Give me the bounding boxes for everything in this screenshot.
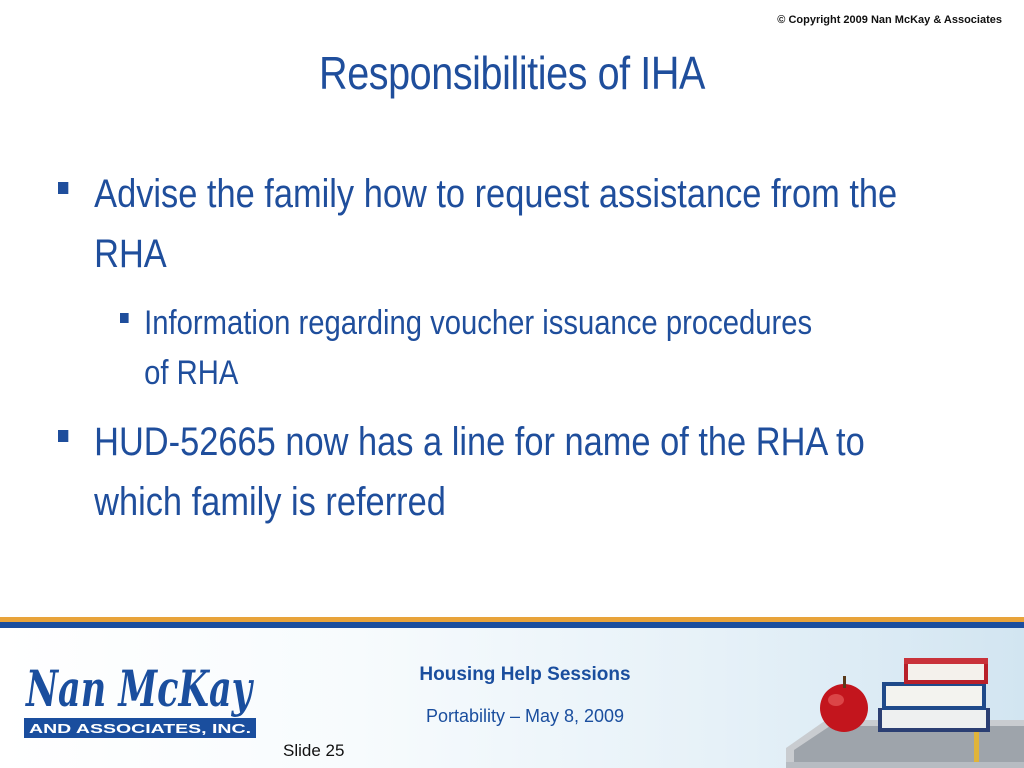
nan-mckay-logo — [22, 648, 262, 748]
session-title: Housing Help Sessions — [419, 664, 631, 685]
slide-number: Slide 25 — [283, 741, 345, 760]
copyright-notice: © Copyright 2009 Nan McKay & Associates — [777, 14, 1002, 26]
slide-footer — [0, 628, 1024, 768]
square-bullet-icon — [120, 313, 129, 323]
apple-books-laptop-icon — [786, 638, 1024, 768]
session-subtitle: Portability – May 8, 2009 — [425, 706, 625, 726]
square-bullet-icon — [58, 430, 68, 442]
bullet-item — [58, 412, 952, 532]
sub-bullet-text: Information regarding voucher issuance procedures of RHA — [144, 304, 813, 392]
bullet-item — [58, 164, 952, 284]
square-bullet-icon — [58, 182, 68, 194]
slide-title: Responsibilities of IHA — [319, 47, 705, 99]
bullet-text: HUD-52665 now has a line for name of the RHA to which family is referred — [94, 420, 865, 524]
bullet-list — [58, 164, 978, 532]
logo-sub-text: AND ASSOCIATES, INC. — [29, 721, 251, 736]
logo-main-text: Nan McKay — [24, 659, 255, 718]
bullet-text: Advise the family how to request assistance from the RHA — [94, 172, 898, 276]
sub-bullet-item — [120, 298, 963, 398]
